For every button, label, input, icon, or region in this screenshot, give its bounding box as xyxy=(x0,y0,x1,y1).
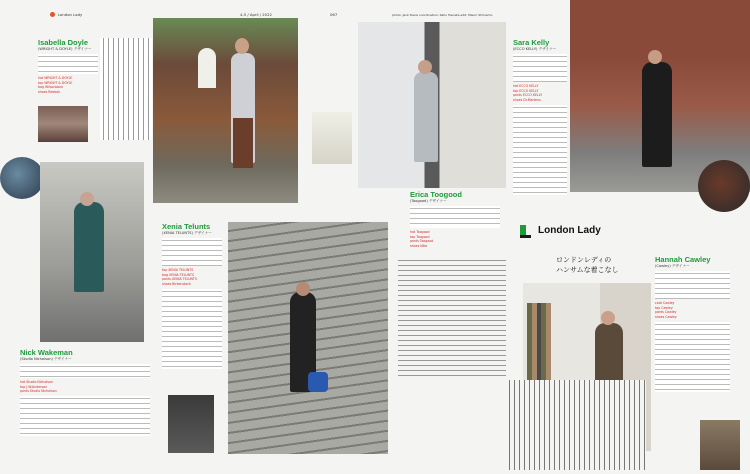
section-header xyxy=(50,12,82,17)
bio-text-2 xyxy=(655,322,730,392)
bio-text xyxy=(20,364,150,378)
nick-main-photo xyxy=(40,162,144,342)
erica-body-text xyxy=(398,258,506,378)
feature-title: London Lady xyxy=(538,225,601,236)
info-list: hat ECCO KELLY top ECCO KELLY pants ECCO KELLY shoes Dr.Martens xyxy=(513,84,543,102)
person-name: Sara Kelly xyxy=(513,38,550,47)
info-list: top XENIA TELUNTS bag XENIA TELUNTS pants XENIA TELUNTS shoes Birkenstock xyxy=(162,268,197,286)
bio-text-2 xyxy=(20,396,150,436)
isabella-main-photo xyxy=(153,18,298,203)
hannah-block xyxy=(655,255,730,392)
page-number: 067 xyxy=(330,12,338,17)
erica-main-photo xyxy=(358,22,506,188)
bio-text xyxy=(655,271,730,299)
london-lady-logo-icon xyxy=(520,225,526,235)
person-name: Isabella Doyle xyxy=(38,38,89,47)
feature-subtitle-2: ハンサムな着こなし xyxy=(556,266,619,274)
erica-block xyxy=(410,190,500,248)
person-role: (Toogood) デザイナー xyxy=(410,199,447,203)
person-name: Hannah Cawley xyxy=(655,255,711,264)
isabella-block xyxy=(38,38,98,94)
nick-thumbnail-photo xyxy=(0,157,44,199)
person-role: (Studio Nicholson) デザイナー xyxy=(20,357,72,361)
bio-text-2 xyxy=(162,289,222,369)
info-list: hat WRIGHT & DOYLE top WRIGHT & DOYLE bag Wilsonbock shoes Reebok xyxy=(38,76,73,94)
erica-detail-photo xyxy=(312,112,352,164)
person-name: Xenia Telunts xyxy=(162,222,211,231)
feature-subtitle-1: ロンドンレディの xyxy=(556,256,612,264)
person-role: (Cawley) デザイナー xyxy=(655,264,690,268)
nick-block xyxy=(20,348,150,436)
info-list: coat Cawley top Cawley pants Cawley shoes Cawley xyxy=(655,301,677,319)
person-name: Nick Wakeman xyxy=(20,348,73,357)
person-role: (WRIGHT & DOYLE) デザイナー xyxy=(38,47,92,51)
xenia-detail-photo xyxy=(168,395,214,453)
hannah-detail-photo xyxy=(700,420,740,470)
xenia-block xyxy=(162,222,222,369)
info-list: hat Studio Nicholson top J.W.Anderson pants Studio Nicholson xyxy=(20,380,57,394)
bio-text xyxy=(410,206,500,228)
bio-text xyxy=(38,54,98,74)
vertical-text-column xyxy=(506,380,646,470)
person-role: (ECCO KELLY) デザイナー xyxy=(513,47,557,51)
xenia-main-photo xyxy=(228,222,388,454)
bio-text xyxy=(162,238,222,266)
bio-text xyxy=(513,54,567,82)
isabella-column-text xyxy=(100,38,152,140)
issue-date: 4-5 / April / 2022 xyxy=(240,12,272,17)
sara-block xyxy=(513,38,567,195)
header-dot-icon xyxy=(50,12,55,17)
sara-thumbnail-photo xyxy=(698,160,750,212)
person-role: (XENIA TELUNTS) デザイナー xyxy=(162,231,212,235)
bio-text-2 xyxy=(513,105,567,195)
credits: photo: Jack Davis coordination: Kaho Hanaka edit: Mieori Shimamo xyxy=(392,13,493,17)
section-label: London Lady xyxy=(58,12,83,17)
person-name: Erica Toogood xyxy=(410,190,462,199)
info-list: hat Toogood top Toogood pants Toogood shoes Nike xyxy=(410,230,434,248)
isabella-detail-photo xyxy=(38,106,88,142)
